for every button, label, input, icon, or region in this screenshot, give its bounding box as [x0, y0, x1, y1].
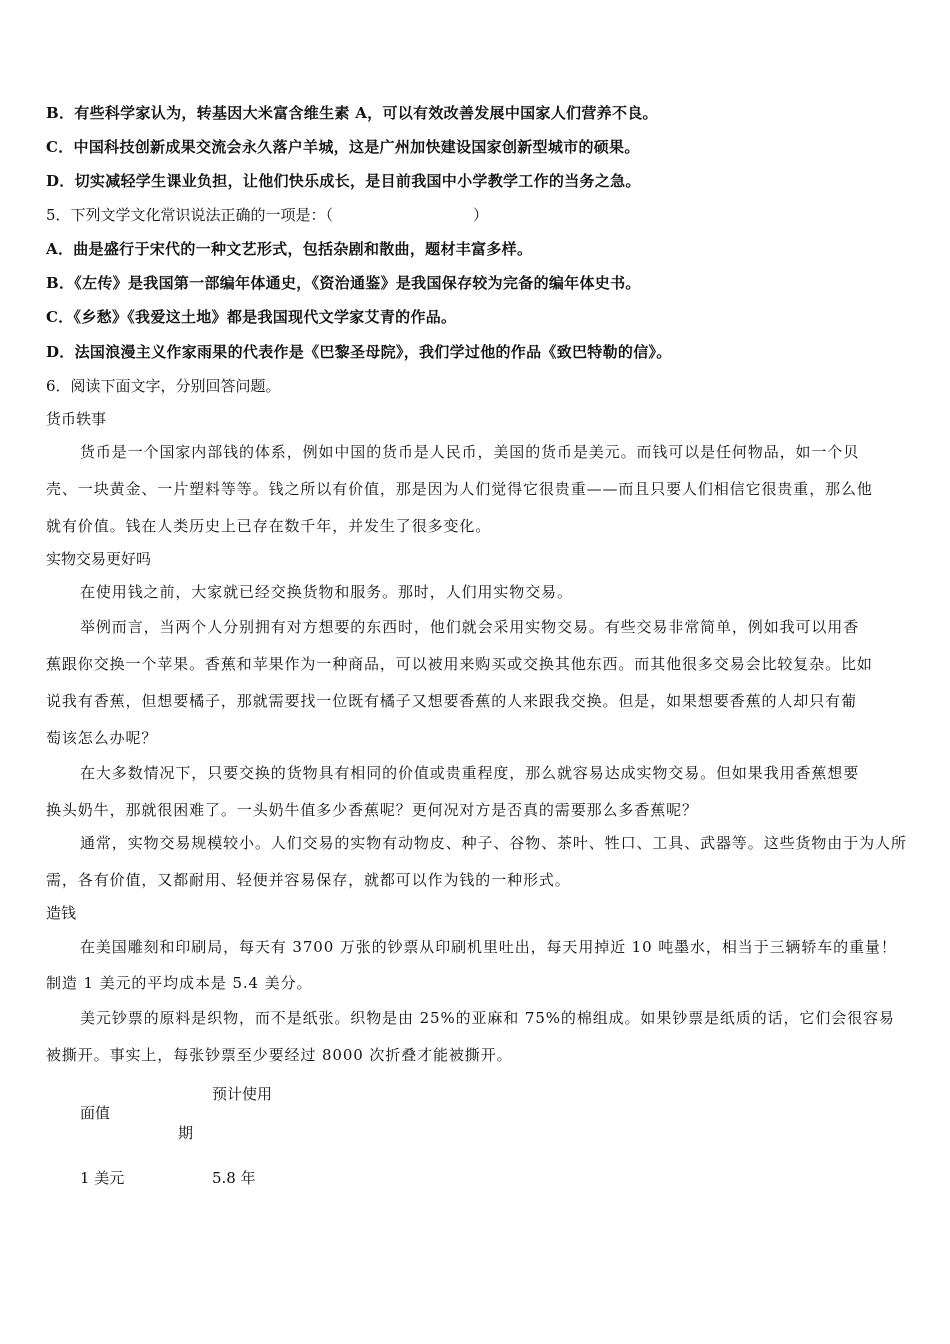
table-header-lifespan-line-1: 预计使用 [212, 1085, 273, 1103]
q5-stem [46, 204, 488, 225]
table-cell-denomination: 1 美元 [80, 1169, 125, 1187]
paragraph-1-line-2: 壳、一块黄金、一片塑料等等。钱之所以有价值，那是因为人们觉得它很贵重——而且只要人们相信它很贵重，那么他 [46, 480, 873, 498]
q5-stem-text: 5．下列文学文化常识说法正确的一项是：（ [46, 206, 334, 224]
paragraph-7-line-2: 被撕开。事实上，每张钞票至少要经过 8000 次折叠才能被撕开。 [46, 1046, 513, 1064]
paragraph-6-line-2: 制造 1 美元的平均成本是 5.4 美分。 [46, 974, 313, 992]
q5-option-d: D．法国浪漫主义作家雨果的代表作是《巴黎圣母院》，我们学过他的作品《致巴特勒的信》。 [46, 343, 672, 361]
q5-option-c: C．《乡愁》《我爱这土地》都是我国现代文学家艾青的作品。 [46, 308, 457, 326]
paragraph-1-line-3: 就有价值。钱在人类历史上已存在数千年，并发生了很多变化。 [46, 517, 492, 535]
paragraph-4-line-2: 换头奶牛，那就很困难了。一头奶牛值多少香蕉呢？更何况对方是否真的需要那么多香蕉呢？ [46, 801, 698, 819]
q5-option-b: B．《左传》是我国第一部编年体通史，《资治通鉴》是我国保存较为完备的编年体史书。 [46, 274, 641, 292]
paragraph-4-line-1: 在大多数情况下，只要交换的货物具有相同的价值或贵重程度，那么就容易达成实物交易。但如果我用香蕉想要 [80, 764, 860, 782]
table-header-denomination: 面值 [80, 1104, 111, 1122]
paragraph-2: 在使用钱之前，大家就已经交换货物和服务。那时，人们用实物交易。 [80, 583, 573, 601]
q4-option-b: B．有些科学家认为，转基因大米富含维生素 A，可以有效改善发展中国家人们营养不良。 [46, 104, 658, 122]
table-header-lifespan-line-2: 期 [178, 1124, 194, 1142]
subheading-barter: 实物交易更好吗 [46, 550, 152, 568]
q5-option-a: A．曲是盛行于宋代的一种文艺形式，包括杂剧和散曲，题材丰富多样。 [46, 240, 533, 258]
q4-option-d: D．切实减轻学生课业负担，让他们快乐成长，是目前我国中小学教学工作的当务之急。 [46, 172, 641, 190]
paragraph-3-line-1: 举例而言，当两个人分别拥有对方想要的东西时，他们就会采用实物交易。有些交易非常简单，例如我可以用香 [80, 618, 860, 636]
q4-option-c: C．中国科技创新成果交流会永久落户羊城，这是广州加快建设国家创新型城市的硕果。 [46, 138, 640, 156]
paragraph-5-line-2: 需，各有价值，又都耐用、轻便并容易保存，就都可以作为钱的一种形式。 [46, 871, 571, 889]
table-cell-lifespan: 5.8 年 [212, 1169, 256, 1187]
paragraph-3-line-3: 说我有香蕉，但想要橘子，那就需要找一位既有橘子又想要香蕉的人来跟我交换。但是，如果想要香蕉的人却只有葡 [46, 692, 857, 710]
q6-stem: 6．阅读下面文字，分别回答问题。 [46, 377, 281, 395]
subheading-making-money: 造钱 [46, 904, 77, 922]
paragraph-6-line-1: 在美国雕刻和印刷局，每天有 3700 万张的钞票从印刷机里吐出，每天用掉近 10 吨墨水，相当于三辆轿车的重量！ [80, 938, 897, 956]
article-title: 货币轶事 [46, 410, 107, 428]
paragraph-3-line-2: 蕉跟你交换一个苹果。香蕉和苹果作为一种商品，可以被用来购买或交换其他东西。而其他很多交易会比较复杂。比如 [46, 655, 873, 673]
paragraph-3-line-4: 萄该怎么办呢？ [46, 729, 158, 747]
paragraph-7-line-1: 美元钞票的原料是织物，而不是纸张。织物是由 25%的亚麻和 75%的棉组成。如果钞票是纸质的话，它们会很容易 [80, 1009, 895, 1027]
q5-stem-close: ） [473, 206, 489, 224]
paragraph-5-line-1: 通常，实物交易规模较小。人们交易的实物有动物皮、种子、谷物、茶叶、牲口、工具、武器等。这些货物由于为人所 [80, 834, 907, 852]
paragraph-1-line-1: 货币是一个国家内部钱的体系，例如中国的货币是人民币，美国的货币是美元。而钱可以是任何物品，如一个贝 [80, 443, 860, 461]
